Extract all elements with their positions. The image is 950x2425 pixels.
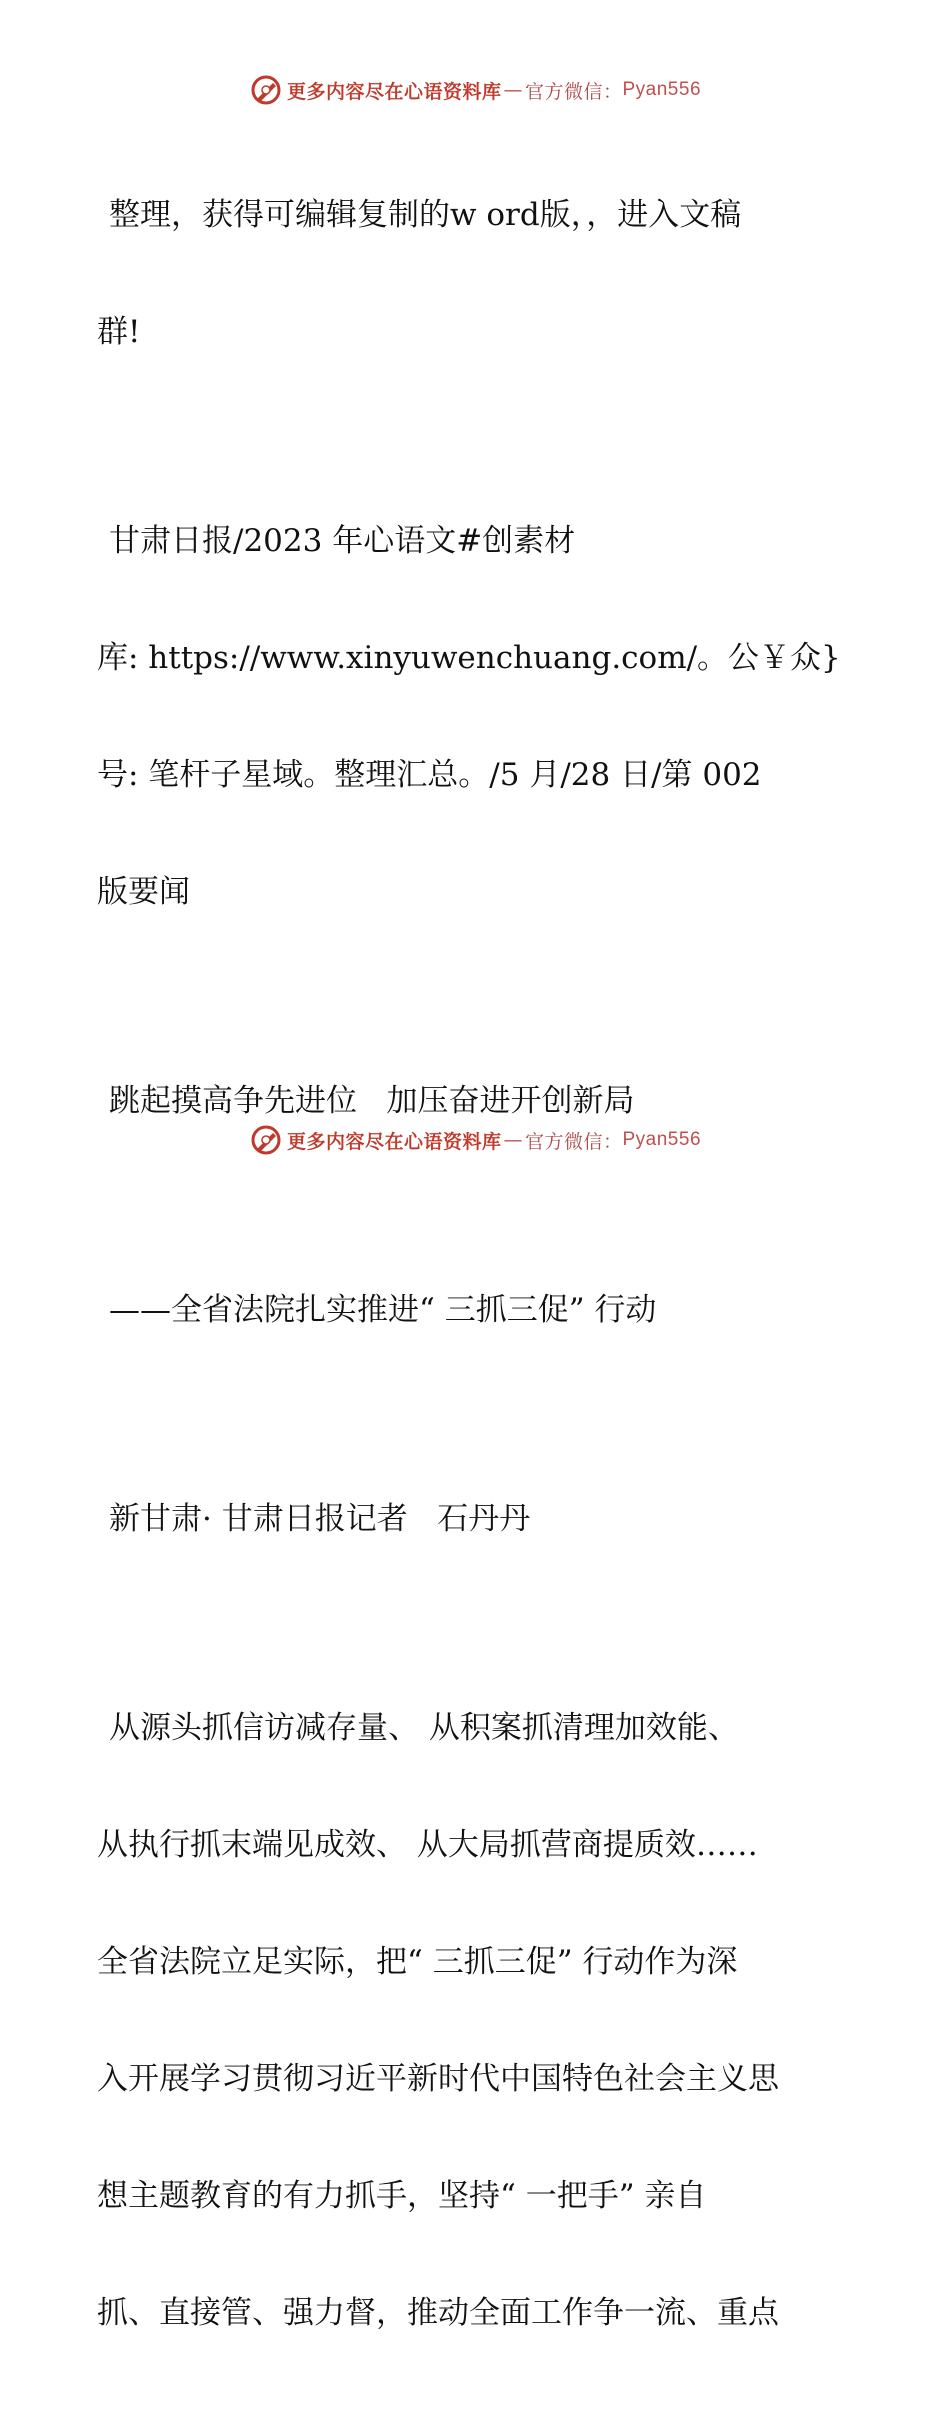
watermark-wechat-handle: Pyan556 xyxy=(622,1129,702,1150)
article-byline: 新甘肃· 甘肃日报记者 石丹丹 xyxy=(109,1501,531,1537)
body-paragraph xyxy=(97,1631,857,2411)
footer-watermark-banner xyxy=(0,1120,950,1160)
subheadline xyxy=(97,1213,857,1408)
text-line: 从源头抓信访减存量、 从积案抓清理加效能、 xyxy=(109,1710,739,1746)
intro-paragraph xyxy=(97,118,857,430)
text-line: 号: 笔杆子星域。整理汇总。/5 月/28 日/第 002 xyxy=(97,757,762,793)
brand-logo-icon xyxy=(249,73,283,107)
text-line: 版要闻 xyxy=(97,874,190,910)
brand-logo-icon xyxy=(249,1123,283,1157)
text-line: 抓、直接管、强力督，推动全面工作争一流、重点 xyxy=(97,2295,779,2331)
watermark-separator: — xyxy=(503,79,523,101)
watermark-wechat-handle: Pyan556 xyxy=(622,79,702,100)
text-line: 全省法院立足实际，把“ 三抓三促” 行动作为深 xyxy=(97,1944,738,1980)
article-subtitle: ——全省法院扎实推进“ 三抓三促” 行动 xyxy=(109,1292,657,1328)
source-paragraph xyxy=(97,444,857,990)
watermark-brand-text: 更多内容尽在心语资料库 xyxy=(286,1130,502,1153)
text-line: 库: https://www.xinyuwenchuang.com/。公￥众} xyxy=(97,640,841,676)
article-content xyxy=(97,118,857,2425)
text-line: 甘肃日报/2023 年心语文#创素材 xyxy=(109,523,576,559)
watermark-wechat-label: 官方微信： xyxy=(524,1130,623,1153)
watermark-separator: — xyxy=(503,1129,523,1151)
watermark-brand-text: 更多内容尽在心语资料库 xyxy=(286,80,502,103)
headline xyxy=(97,1004,857,1199)
text-line: 想主题教育的有力抓手，坚持“ 一把手” 亲自 xyxy=(97,2178,707,2214)
article-title: 跳起摸高争先进位 加压奋进开创新局 xyxy=(109,1083,635,1119)
watermark-wechat-label: 官方微信： xyxy=(524,80,623,103)
text-line: 从执行抓末端见成效、 从大局抓营商提质效…… xyxy=(97,1827,758,1863)
text-line: 整理，获得可编辑复制的w ord版，，进入文稿 xyxy=(109,197,742,233)
header-watermark-banner xyxy=(0,70,950,110)
text-line: 入开展学习贯彻习近平新时代中国特色社会主义思 xyxy=(97,2061,779,2097)
text-line: 群! xyxy=(97,314,141,350)
byline-paragraph xyxy=(97,1422,857,1617)
